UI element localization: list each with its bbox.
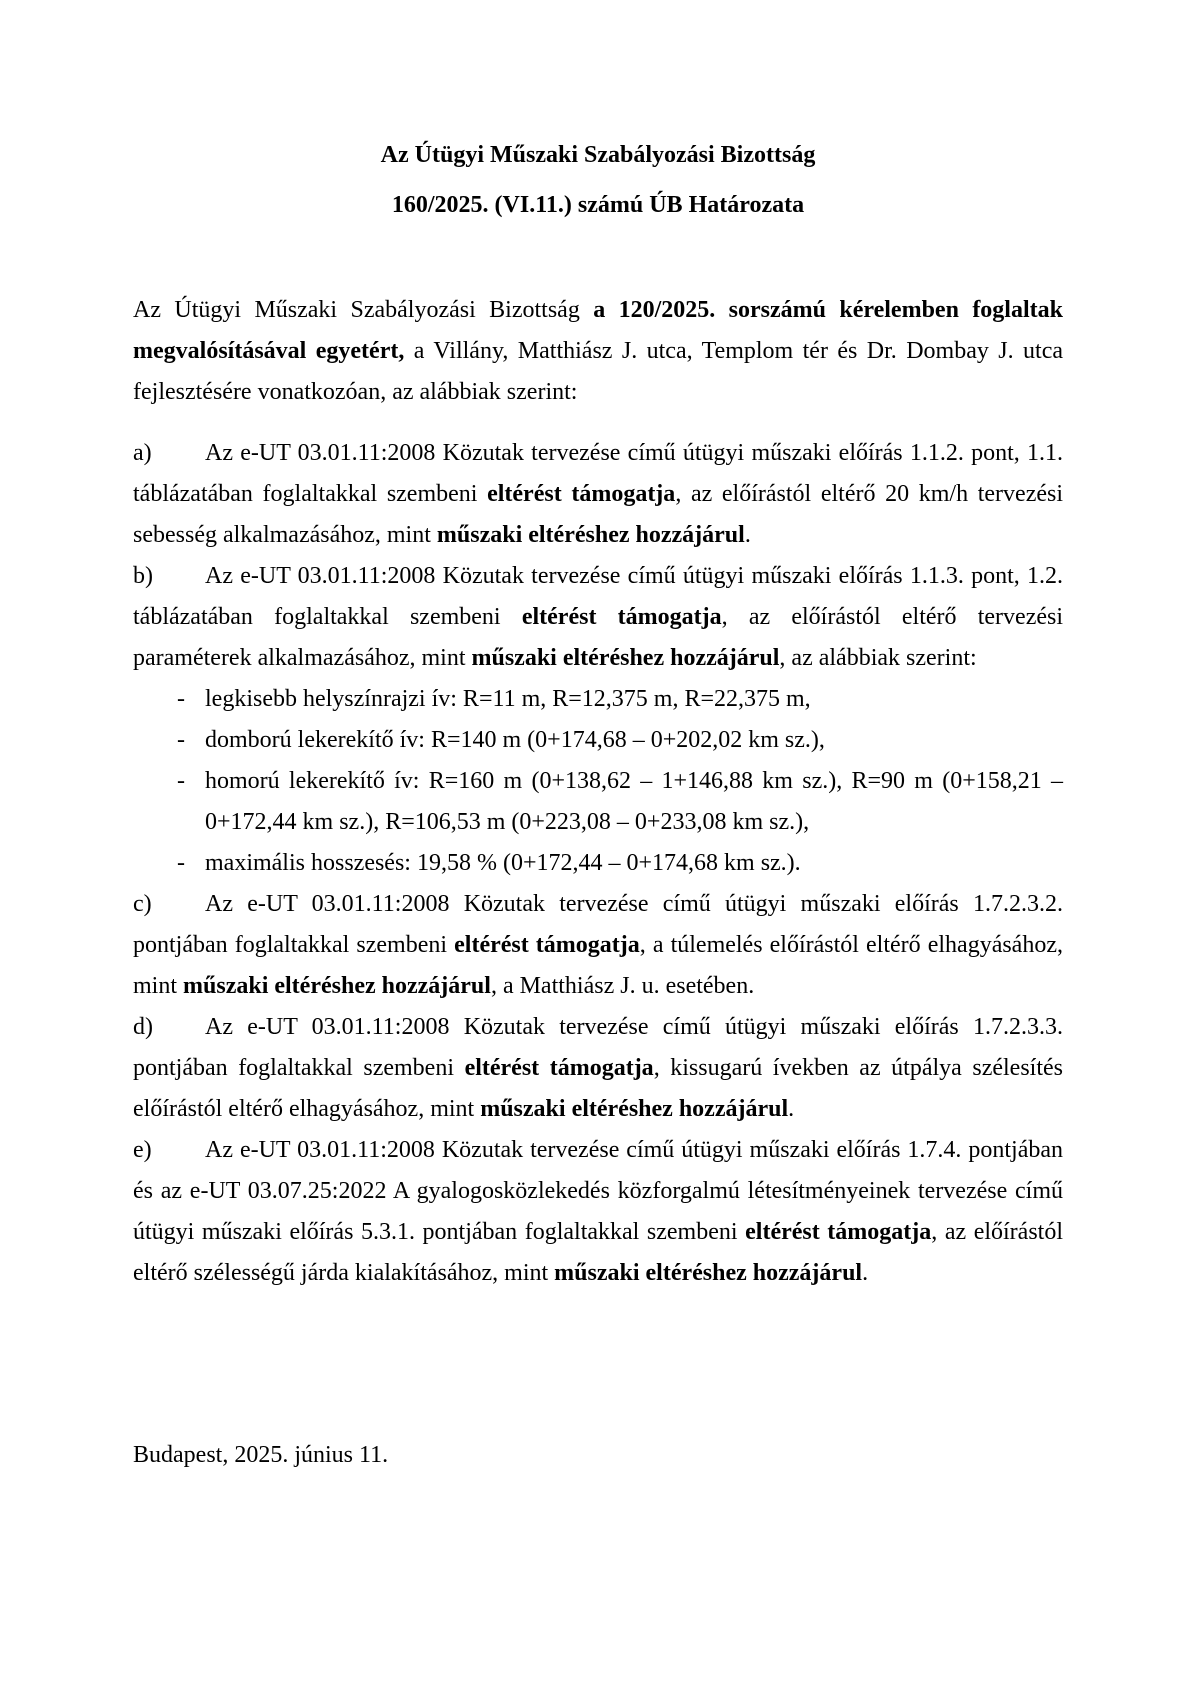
text-run: . (788, 1096, 795, 1122)
list-item-e (133, 1130, 1063, 1294)
closing-date: Budapest, 2025. június 11. (133, 1442, 389, 1468)
bold-run: a 120/2025. sorszámú kérelemben foglaltak megvalósításával egyetért, (133, 297, 1063, 364)
bullet-item-4 (133, 843, 1063, 884)
list-item-a (133, 433, 1063, 556)
item-label-e: e) (133, 1137, 152, 1163)
bullet-dash: - (177, 686, 185, 712)
text-run: a Villány, Matthiász J. utca, Templom tér és Dr. Dombay J. utca fejlesztésére vonatkozóan, az alábbiak szerint: (133, 338, 1063, 405)
text-run: Az e-UT 03.01.11:2008 Közutak tervezése című útügyi műszaki előírás 1.1.2. pont, 1.1. táblázatában foglaltakkal szembeni (133, 440, 1063, 507)
list-item-c (133, 884, 1063, 1007)
list-item-b (133, 556, 1063, 679)
text-run: domború lekerekítő ív: R=140 m (0+174,68 – 0+202,02 km sz.), (205, 727, 825, 753)
item-label-d: d) (133, 1014, 153, 1040)
bold-run: műszaki eltéréshez hozzájárul (183, 973, 491, 999)
list-item-d (133, 1007, 1063, 1130)
bold-run: műszaki eltéréshez hozzájárul (480, 1096, 789, 1122)
bold-run: műszaki eltéréshez hozzájárul (554, 1260, 863, 1286)
bullet-dash: - (177, 727, 185, 753)
bold-run: eltérést támogatja (464, 1055, 654, 1081)
text-run: Az e-UT 03.01.11:2008 Közutak tervezése című útügyi műszaki előírás 1.7.4. pontjában és az e-UT 03.07.25:2022 A gyalogosközlekedés közforgalmú létesítményeinek tervezése című útügyi műszaki előírás 5.3.1. pontjában foglaltakkal szembeni (133, 1137, 1063, 1245)
text-run: , kissugarú ívekben az útpálya szélesítés előírástól eltérő elhagyásához, mint (133, 1055, 1063, 1122)
bullet-item-2 (133, 720, 1063, 761)
bullet-dash: - (177, 850, 185, 876)
item-label-c: c) (133, 891, 152, 917)
document-title-line-2: 160/2025. (VI.11.) számú ÚB Határozata (391, 192, 805, 218)
item-label-a: a) (133, 440, 152, 466)
intro-paragraph (133, 290, 1063, 413)
text-run: Az Útügyi Műszaki Szabályozási Bizottság (133, 297, 594, 323)
bold-run: műszaki eltéréshez hozzájárul (471, 645, 780, 671)
item-label-b: b) (133, 563, 153, 589)
text-run: , a Matthiász J. u. esetében. (490, 973, 755, 999)
document-title-line-1: Az Útügyi Műszaki Szabályozási Bizottság (380, 142, 816, 168)
bold-run: eltérést támogatja (487, 481, 676, 507)
text-run: , az alábbiak szerint: (779, 645, 977, 671)
text-run: , az előírástól eltérő szélességű járda kialakításához, mint (133, 1219, 1064, 1286)
text-run: Az e-UT 03.01.11:2008 Közutak tervezése című útügyi műszaki előírás 1.1.3. pont, 1.2. táblázatában foglaltakkal szembeni (133, 563, 1063, 630)
bullet-item-1 (133, 679, 1063, 720)
bullet-item-3 (133, 761, 1063, 843)
bold-run: műszaki eltéréshez hozzájárul (436, 522, 745, 548)
bullet-dash: - (177, 768, 185, 794)
text-run: . (862, 1260, 869, 1286)
text-run: Az e-UT 03.01.11:2008 Közutak tervezése című útügyi műszaki előírás 1.7.2.3.3. pontjában foglaltakkal szembeni (133, 1014, 1063, 1081)
bold-run: eltérést támogatja (454, 932, 640, 958)
bold-run: eltérést támogatja (521, 604, 722, 630)
text-run: legkisebb helyszínrajzi ív: R=11 m, R=12,375 m, R=22,375 m, (205, 686, 811, 712)
text-run: maximális hosszesés: 19,58 % (0+172,44 – 0+174,68 km sz.). (205, 850, 801, 876)
text-run: , a túlemelés előírástól eltérő elhagyásához, mint (133, 932, 1063, 999)
text-run: . (744, 522, 751, 548)
bold-run: eltérést támogatja (745, 1219, 932, 1245)
text-run: Az e-UT 03.01.11:2008 Közutak tervezése című útügyi műszaki előírás 1.7.2.3.2. pontjában foglaltakkal szembeni (133, 891, 1063, 958)
text-run: , az előírástól eltérő 20 km/h tervezési sebesség alkalmazásához, mint (133, 481, 1064, 548)
text-run: homorú lekerekítő ív: R=160 m (0+138,62 – 1+146,88 km sz.), R=90 m (0+158,21 – 0+172,44 km sz.), R=106,53 m (0+223,08 – 0+233,08 km sz.), (205, 768, 1063, 835)
text-run: , az előírástól eltérő tervezési paraméterek alkalmazásához, mint (133, 604, 1064, 671)
